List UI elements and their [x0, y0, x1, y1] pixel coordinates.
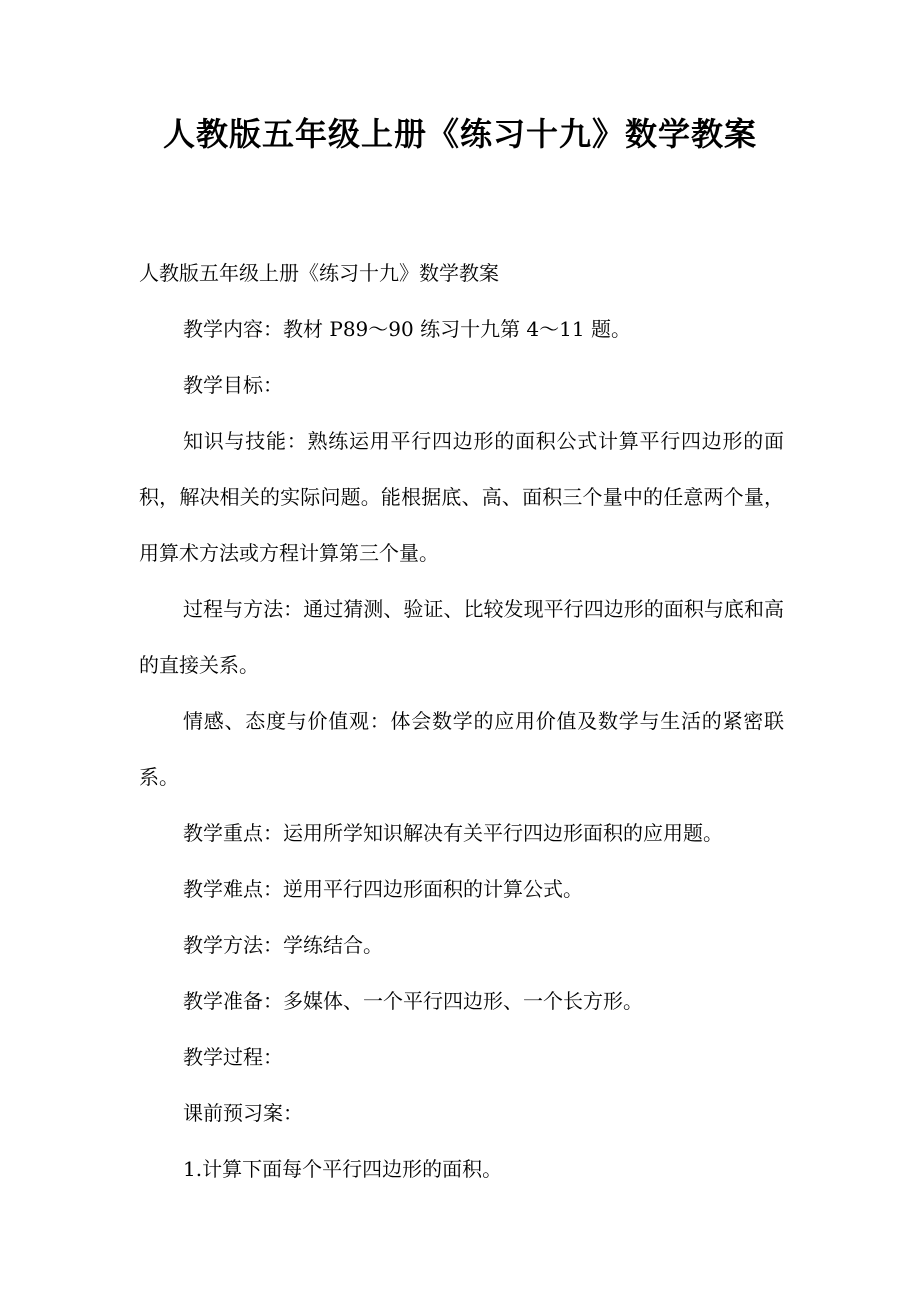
preview-heading: 课前预习案： — [183, 1101, 303, 1125]
exercise-item-1: 1.计算下面每个平行四边形的面积。 — [183, 1157, 503, 1181]
teaching-goals-heading: 教学目标： — [183, 373, 283, 397]
teaching-process-heading: 教学过程： — [183, 1045, 283, 1069]
difficulty-paragraph: 教学难点：逆用平行四边形面积的计算公式。 — [183, 877, 583, 901]
key-point-paragraph: 教学重点：运用所学知识解决有关平行四边形面积的应用题。 — [183, 821, 723, 845]
knowledge-skills-paragraph: 知识与技能：熟练运用平行四边形的面积公式计算平行四边形的面积，解决相关的实际问题。能根据底、高、面积三个量中的任意两个量，用算术方法或方程计算第三个量。 — [139, 429, 784, 565]
emotion-values-paragraph: 情感、态度与价值观：体会数学的应用价值及数学与生活的紧密联系。 — [139, 709, 784, 789]
preparation-paragraph: 教学准备：多媒体、一个平行四边形、一个长方形。 — [183, 989, 643, 1013]
teaching-content-paragraph: 教学内容：教材 P89～90 练习十九第 4～11 题。 — [183, 317, 631, 341]
teaching-method-paragraph: 教学方法：学练结合。 — [183, 933, 383, 957]
document-title: 人教版五年级上册《练习十九》数学教案 — [162, 115, 757, 153]
process-method-paragraph: 过程与方法：通过猜测、验证、比较发现平行四边形的面积与底和高的直接关系。 — [139, 597, 784, 677]
subtitle-paragraph: 人教版五年级上册《练习十九》数学教案 — [139, 261, 499, 285]
document-body — [139, 245, 784, 1197]
